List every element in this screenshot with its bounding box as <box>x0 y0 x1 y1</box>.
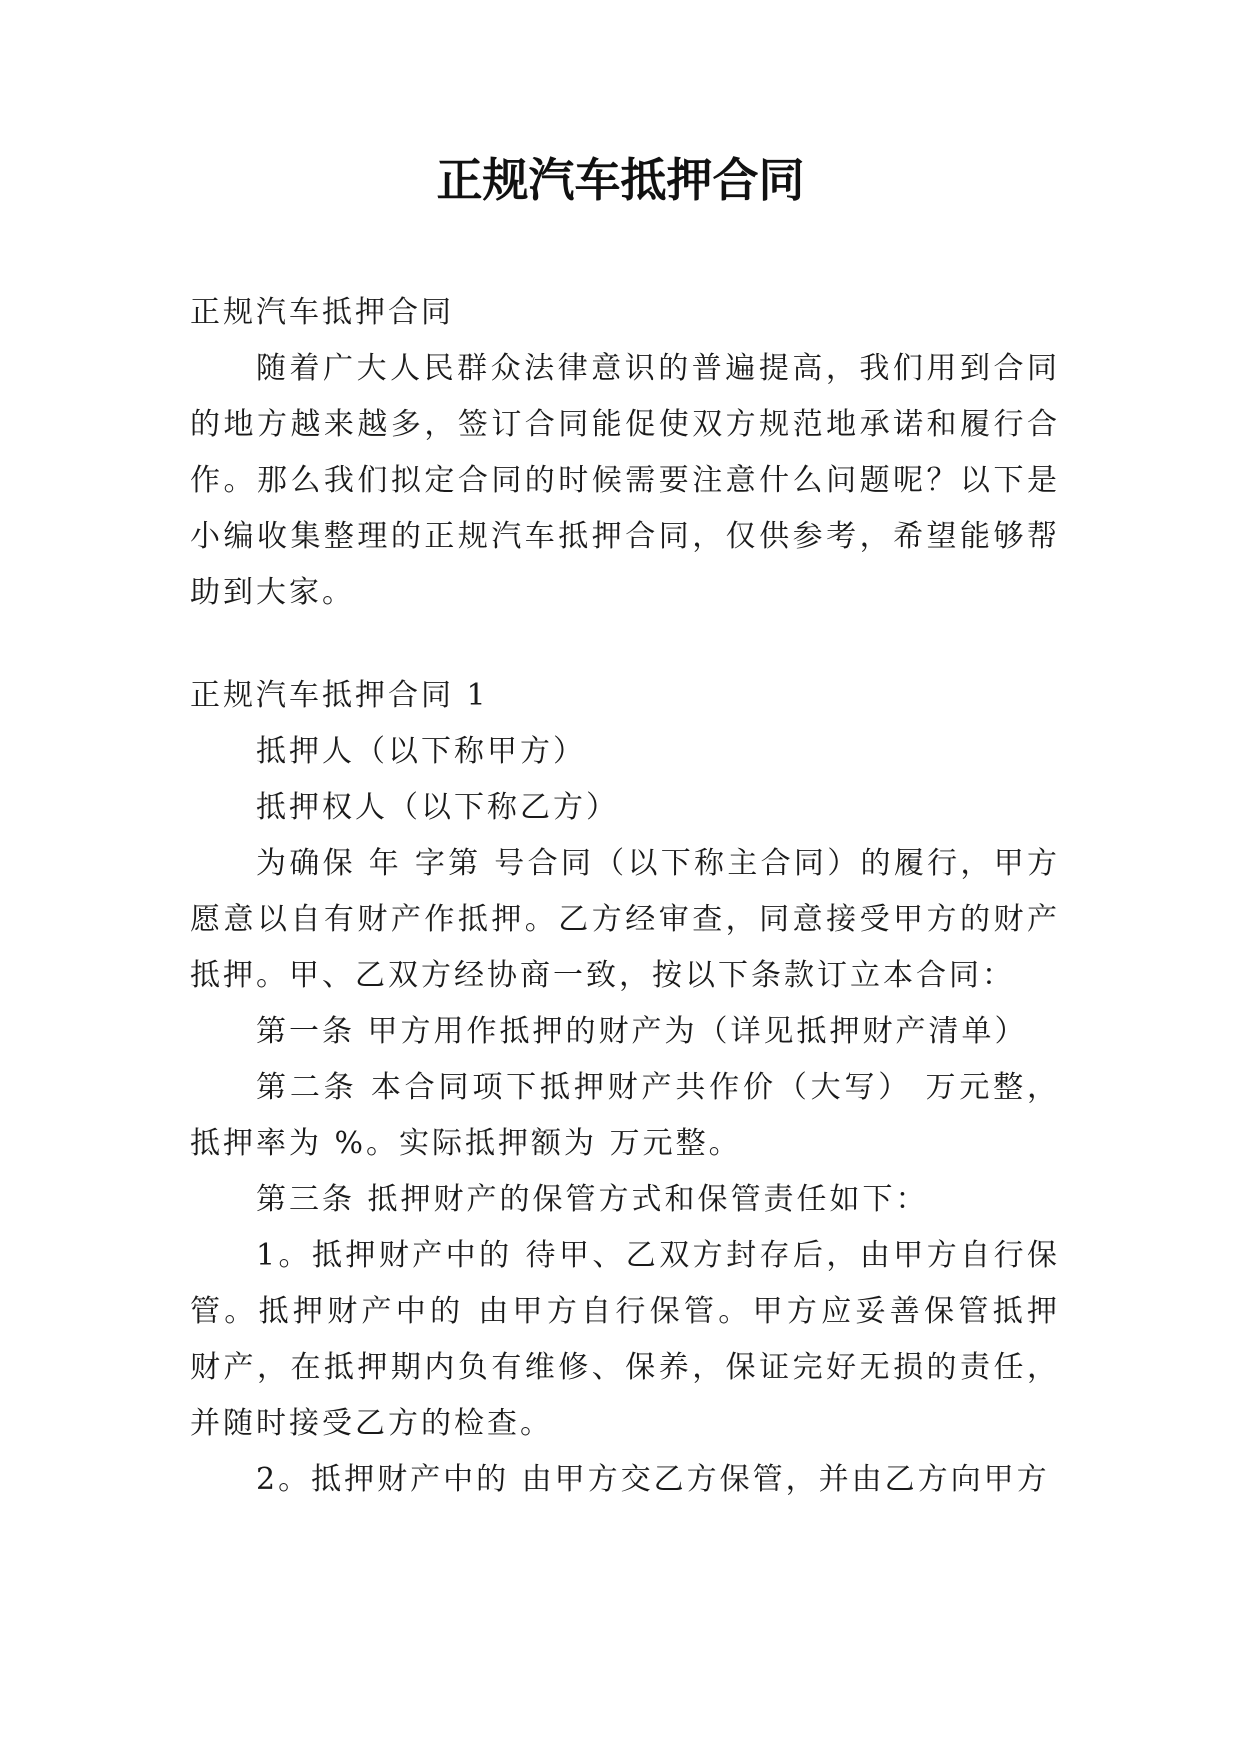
article-1: 第一条 甲方用作抵押的财产为（详见抵押财产清单） <box>256 1014 1028 1049</box>
intro-paragraph: 随着广大人民群众法律意识的普遍提高，我们用到合同的地方越来越多，签订合同能促使双方规范地承诺和履行合作。那么我们拟定合同的时候需要注意什么问题呢？以下是小编收集整理的正规汽车抵押合同，仅供参考，希望能够帮助到大家。 <box>190 351 1060 610</box>
party-a-line: 抵押人（以下称甲方） <box>256 734 586 769</box>
article-3-item-2: 2。抵押财产中的 由甲方交乙方保管，并由乙方向甲方 <box>256 1462 1050 1497</box>
document-title: 正规汽车抵押合同 <box>436 153 805 207</box>
section-spacer <box>190 621 1060 668</box>
article-2: 第二条 本合同项下抵押财产共作价（大写） 万元整，抵押率为 %。实际抵押额为 万元整。 <box>190 1070 1060 1161</box>
party-b-line: 抵押权人（以下称乙方） <box>256 790 619 825</box>
preamble-paragraph: 为确保 年 字第 号合同（以下称主合同）的履行，甲方愿意以自有财产作抵押。乙方经审查，同意接受甲方的财产抵押。甲、乙双方经协商一致，按以下条款订立本合同： <box>190 846 1060 993</box>
section-heading: 正规汽车抵押合同 1 <box>190 678 489 713</box>
intro-heading: 正规汽车抵押合同 <box>190 295 454 330</box>
article-3-item-1: 1。抵押财产中的 待甲、乙双方封存后，由甲方自行保管。抵押财产中的 由甲方自行保管。甲方应妥善保管抵押财产，在抵押期内负有维修、保养，保证完好无损的责任，并随时接受乙方的检查。 <box>190 1238 1060 1441</box>
article-3: 第三条 抵押财产的保管方式和保管责任如下： <box>256 1182 929 1217</box>
document-body <box>190 285 1060 1508</box>
